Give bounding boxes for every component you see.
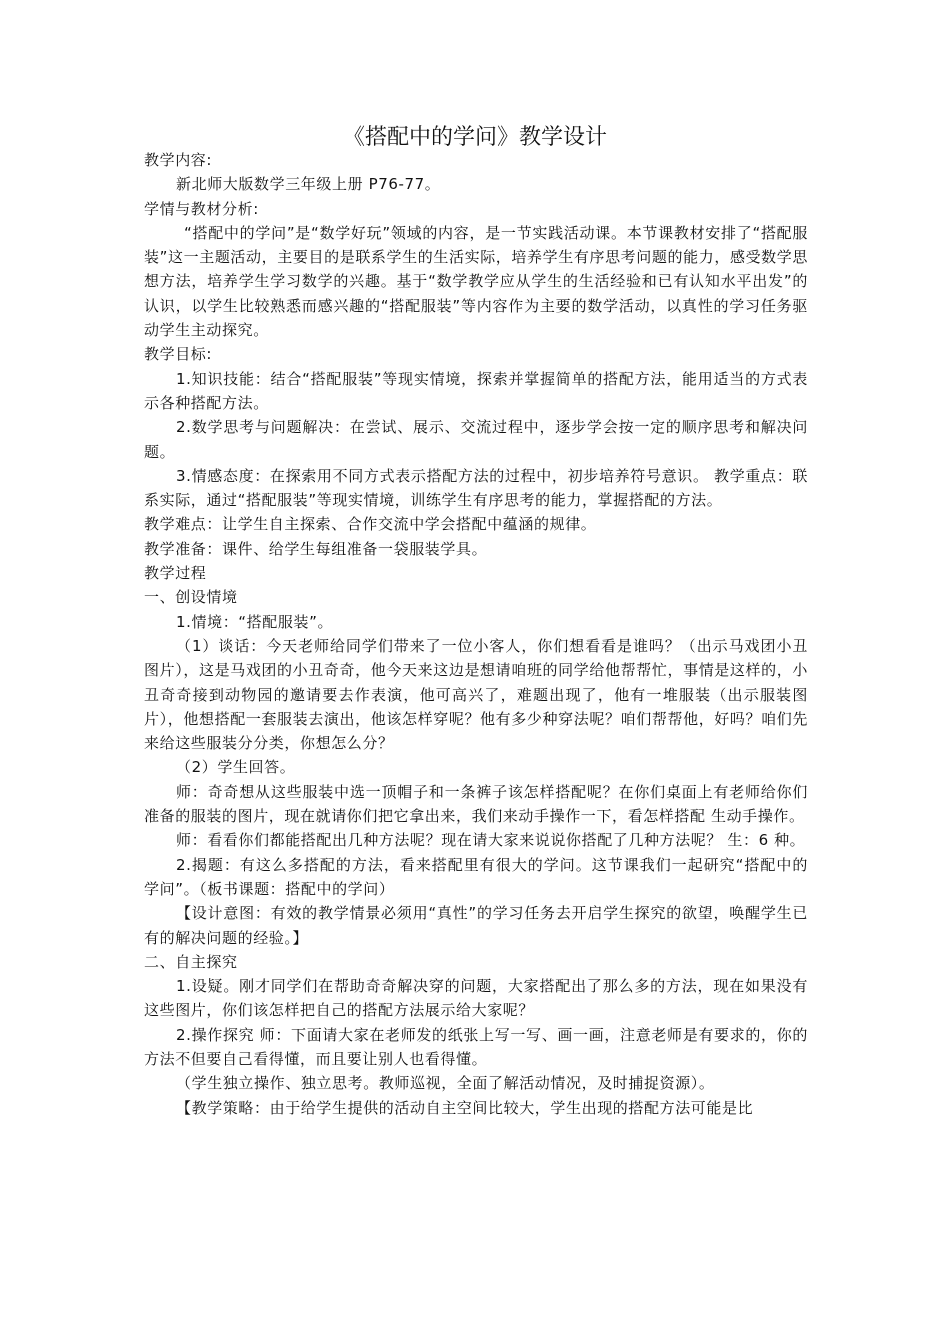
paragraph: “搭配中的学问”是“数学好玩”领域的内容，是一节实践活动课。本节课教材安排了“搭配服装”这一主题活动，主要目的是联系学生的生活实际，培养学生有序思考问题的能力，感受数学思想方法，培养学生学习数学的兴趣。基于“数学教学应从学生的生活经验和已有认知水平出发”的认识，以学生比较熟悉而感兴趣的“搭配服装”等内容作为主要的数学活动，以真性的学习任务驱动学生主动探究。	[144, 223, 808, 340]
paragraph: 师：看看你们都能搭配出几种方法呢？现在请大家来说说你搭配了几种方法呢？ 生：6 种。	[176, 831, 806, 850]
heading-section-1: 一、创设情境	[144, 588, 238, 607]
paragraph: 师：奇奇想从这些服装中选一顶帽子和一条裤子该怎样搭配呢？在你们桌面上有老师给你们准备的服装的图片，现在就请你们把它拿出来，我们来动手操作一下，看怎样搭配 生动手操作。	[144, 782, 808, 826]
paragraph: 教学准备：课件、给学生每组准备一袋服装学具。	[144, 539, 488, 558]
paragraph: 2.揭题：有这么多搭配的方法，看来搭配里有很大的学问。这节课我们一起研究“搭配中的学问”。（板书课题：搭配中的学问）	[144, 855, 808, 898]
heading-content: 教学内容:	[144, 151, 213, 169]
document-title: 《搭配中的学问》教学设计	[342, 125, 607, 150]
paragraph: 新北师大版数学三年级上册 P76-77。	[176, 175, 441, 194]
paragraph: 3.情感态度：在探索用不同方式表示搭配方法的过程中，初步培养符号意识。 教学重点：联系实际，通过“搭配服装”等现实情境，训练学生有序思考的能力，掌握搭配的方法。	[144, 466, 808, 510]
heading-section-2: 二、自主探究	[144, 952, 238, 971]
paragraph: 2.数学思考与问题解决：在尝试、展示、交流过程中，逐步学会按一定的顺序思考和解决问题。	[144, 418, 808, 461]
paragraph: （学生独立操作、独立思考。教师巡视，全面了解活动情况，及时捕捉资源）。	[176, 1074, 715, 1093]
paragraph: 1.设疑。刚才同学们在帮助奇奇解决穿的问题，大家搭配出了那么多的方法，现在如果没有这些图片，你们该怎样把自己的搭配方法展示给大家呢？	[144, 977, 808, 1020]
heading-analysis: 学情与教材分析:	[144, 199, 259, 218]
design-intent-note: 【设计意图：有效的教学情景必须用“真性”的学习任务去开启学生探究的欲望，唤醒学生已有的解决问题的经验。】	[144, 904, 808, 947]
paragraph: 1.知识技能：结合“搭配服装”等现实情境，探索并掌握简单的搭配方法，能用适当的方式表示各种搭配方法。	[144, 369, 808, 412]
document-body	[144, 148, 808, 1120]
heading-process: 教学过程	[144, 564, 207, 583]
paragraph: 教学难点：让学生自主探索、合作交流中学会搭配中蕴涵的规律。	[144, 515, 597, 534]
paragraph: 2.操作探究 师：下面请大家在老师发的纸张上写一写、画一画，注意老师是有要求的，你的方法不但要自己看得懂，而且要让别人也看得懂。	[144, 1025, 808, 1068]
paragraph: （2）学生回答。	[176, 758, 296, 777]
paragraph: （1）谈话：今天老师给同学们带来了一位小客人，你们想看看是谁吗？（出示马戏团小丑图片），这是马戏团的小丑奇奇，他今天来这边是想请咱班的同学给他帮帮忙，事情是这样的，小丑奇奇接到动物园的邀请要去作表演，他可高兴了，难题出现了，他有一堆服装（出示服装图片），他想搭配一套服装去演出，他该怎样穿呢？他有多少种穿法呢？咱们帮帮他，好吗？咱们先来给这些服装分分类，你想怎么分？	[144, 636, 808, 753]
paragraph: 1.情境：“搭配服装”。	[176, 612, 334, 631]
teaching-strategy-note: 【教学策略：由于给学生提供的活动自主空间比较大，学生出现的搭配方法可能是比	[176, 1098, 754, 1117]
heading-goals: 教学目标:	[144, 345, 213, 364]
